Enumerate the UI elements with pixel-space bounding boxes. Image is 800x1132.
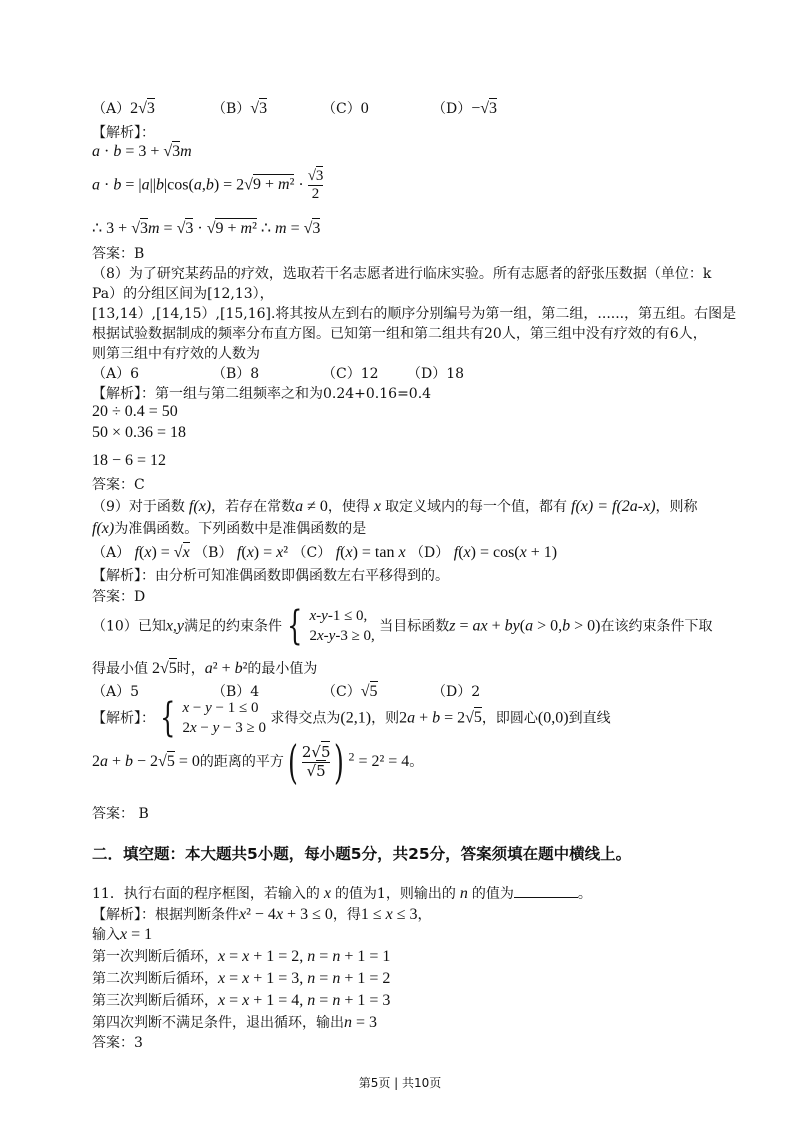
q9-line1: （9）对于函数 f(x)，若存在常数a ≠ 0，使得 x 取定义域内的每一个值，都有 f(x) = f(2a-x)，则称: [92, 498, 698, 515]
q7-answer: 答案：B: [92, 246, 145, 262]
q8-calc2: 50 × 0.36 = 18: [92, 424, 187, 441]
q9-option-c: （C） f(x) = tan x: [292, 544, 406, 561]
q9-answer: 答案：D: [92, 589, 146, 605]
q11-loop4: 第四次判断不满足条件，退出循环，输出n = 3: [92, 1014, 378, 1031]
q9-jiexi: 【解析】：由分析可知准偶函数即偶函数左右平移得到的。: [92, 568, 449, 584]
q8-answer: 答案：C: [92, 477, 145, 493]
q10-option-d: （D）2: [432, 684, 481, 700]
q10-option-c: （C）√5: [322, 683, 378, 700]
q10-line5: 2a + b − 2√5 = 0的距离的平方( $\frac{2√5}{√5}$ ) $^2$ = 2² = 4。: [92, 735, 424, 789]
q8-option-d: （D）18: [407, 366, 465, 382]
q8-line1: （8）为了研究某药品的疗效，选取若干名志愿者进行临床实验。所有志愿者的舒张压数据（单位：k: [92, 266, 712, 282]
q7-option-c: （C）0: [322, 100, 369, 117]
q9-option-d: （D） f(x) = cos(x + 1): [410, 544, 558, 561]
q8-option-a: （A）6: [92, 366, 140, 382]
q8-line5: 则第三组中有疗效的人数为: [92, 346, 260, 362]
q11-answer: 答案：3: [92, 1035, 143, 1051]
q9-option-a: （A） f(x) = √x: [92, 544, 190, 561]
q11-loop2: 第二次判断后循环，x = x + 1 = 3, n = n + 1 = 2: [92, 970, 391, 987]
q7-jiexi-label: 【解析】：: [92, 125, 155, 141]
q8-calc3: 18 − 6 = 12: [92, 452, 167, 469]
q7-option-b: （B）√3: [212, 100, 268, 117]
page-footer: 第5页 | 共10页: [358, 1076, 442, 1090]
q7-options: [92, 98, 497, 118]
q8-line2: Pa）的分组区间为[12,13），: [92, 286, 274, 302]
q8-option-c: （C）12: [322, 366, 379, 382]
q10-jiexi: 【解析】： { x − y − 1 ≤ 0 2x − y − 3 ≥ 0 求得交点为(2,1)，则2a + b = 2√5，即圆心(0,0)到直线: [92, 695, 611, 742]
q7-option-a: （A）2√3: [92, 100, 155, 117]
q11-loop3: 第三次判断后循环，x = x + 1 = 4, n = n + 1 = 3: [92, 992, 391, 1009]
q11-loop1: 第一次判断后循环，x = x + 1 = 2, n = n + 1 = 1: [92, 948, 391, 965]
q7-cos-formula: a · b = |a||b|cos(a,b) = 2√9 + m² · $\frac{√3}{2}$: [92, 168, 324, 203]
q11-jiexi: 【解析】：根据判断条件x² − 4x + 3 ≤ 0，得1 ≤ x ≤ 3，: [92, 906, 432, 923]
q8-calc1: 20 ÷ 0.4 = 50: [92, 403, 178, 420]
answer-blank: [514, 883, 578, 898]
q10-option-a: （A）5: [92, 684, 140, 700]
q8-line3: [13,14）,[14,15）,[15,16].将其按从左到右的顺序分别编号为第一组，第二组，......，第五组。右图是: [92, 306, 737, 322]
q8-options: [92, 363, 464, 383]
q8-line4: 根据试验数据制成的频率分布直方图。已知第一组和第二组共有20人，第三组中没有疗效的有6人，: [92, 326, 707, 342]
section-heading: 二．填空题：本大题共5小题，每小题5分，共25分，答案须填在题中横线上。: [92, 845, 632, 863]
q10-option-b: （B）4: [212, 684, 260, 700]
q7-dot-product: a · b = 3 + √3m: [92, 143, 192, 160]
q10-line1: （10）已知x,y满足的约束条件 { x-y-1 ≤ 0, 2x-y-3 ≥ 0, 当目标函数z = ax + by(a > 0,b > 0)在该约束条件下取: [92, 603, 713, 650]
q10-line2: 得最小值 2√5时，a² + b²的最小值为: [92, 660, 318, 677]
q7-equation: ∴ 3 + √3m = √3 · √9 + m² ∴ m = √3: [92, 220, 321, 237]
q11-input: 输入x = 1: [92, 926, 153, 943]
q8-jiexi: 【解析】：第一组与第二组频率之和为0.24+0.16=0.4: [92, 386, 432, 402]
q7-option-d: （D）−√3: [432, 100, 498, 117]
q9-options: [92, 542, 557, 562]
q9-line2: f(x)为准偶函数。下列函数中是准偶函数的是: [92, 520, 367, 537]
q8-option-b: （B）8: [212, 366, 260, 382]
q10-answer: 答案： B: [92, 806, 149, 822]
q11-question: 11．执行右面的程序框图，若输入的 x 的值为1，则输出的 n 的值为 。: [92, 885, 592, 902]
q9-option-b: （B） f(x) = x²: [194, 544, 289, 561]
